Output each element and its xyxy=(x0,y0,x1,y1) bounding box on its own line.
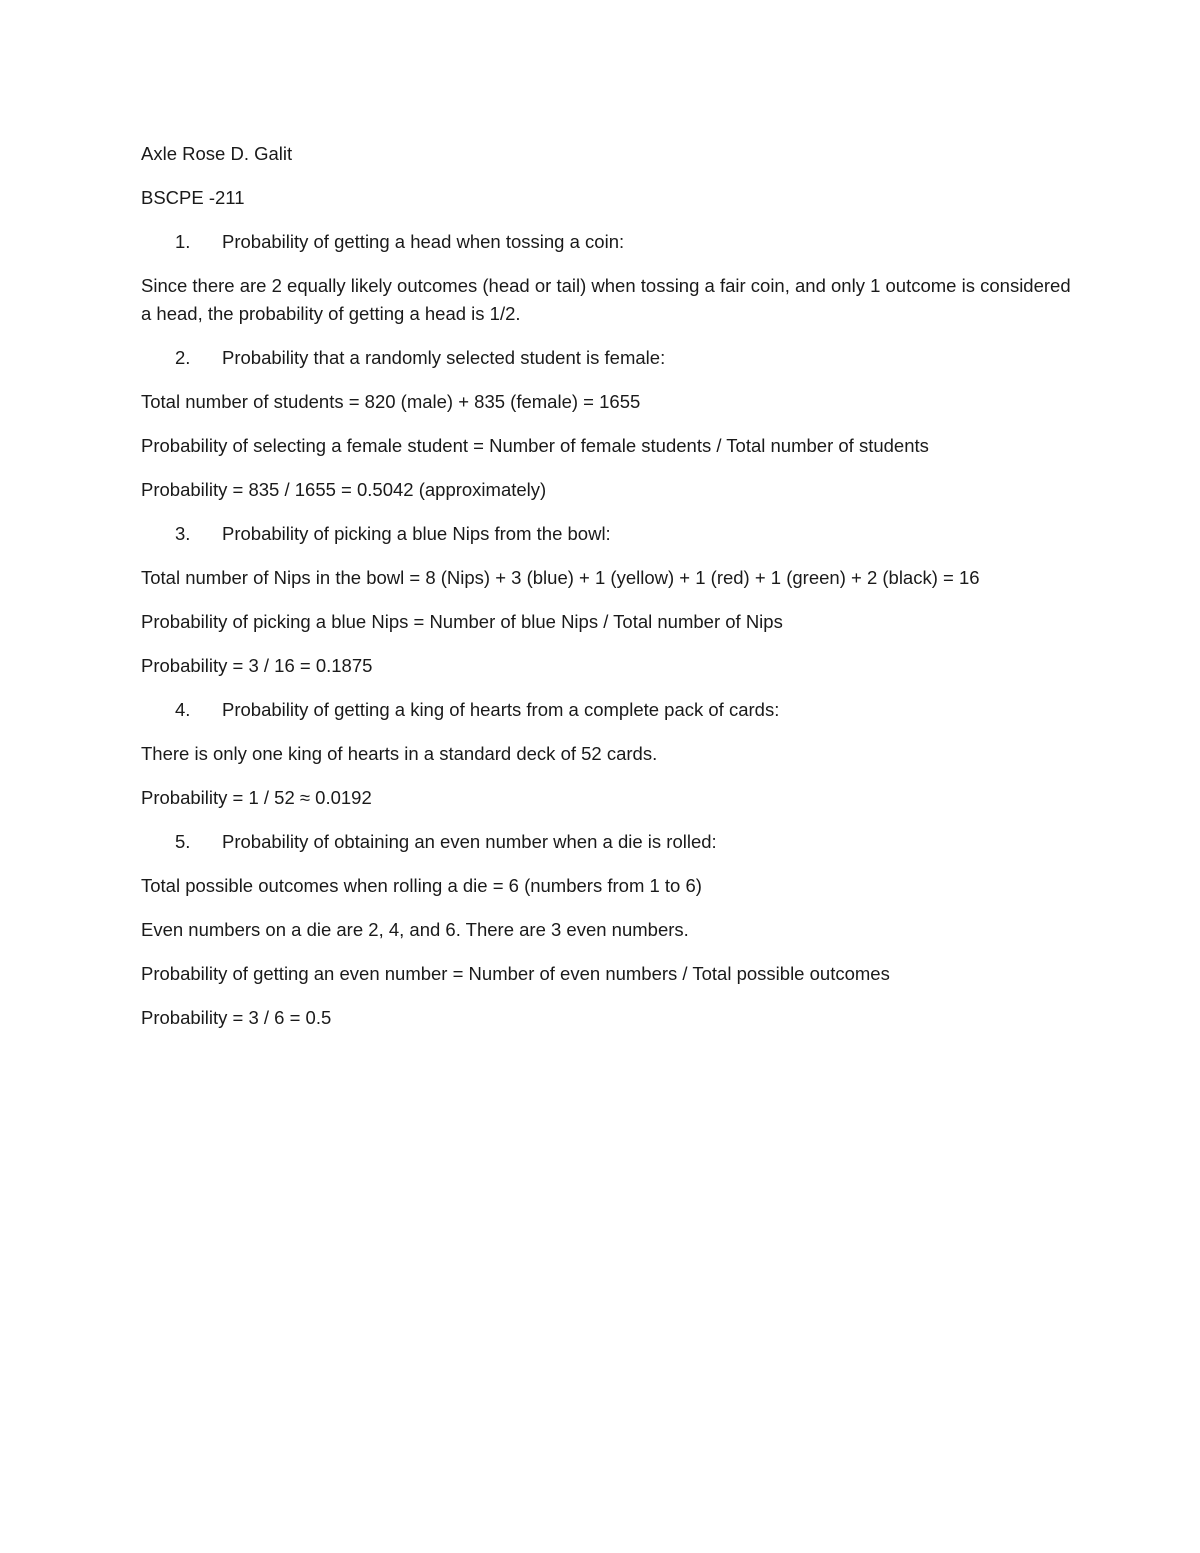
question-title: Probability of picking a blue Nips from the bowl: xyxy=(222,523,611,544)
question-number: 4. xyxy=(175,699,191,720)
answer-line: There is only one king of hearts in a standard deck of 52 cards. xyxy=(141,743,658,764)
question-title: Probability of getting a head when tossing a coin: xyxy=(222,231,625,252)
answer-line: Even numbers on a die are 2, 4, and 6. There are 3 even numbers. xyxy=(141,919,689,940)
question-title: Probability of obtaining an even number when a die is rolled: xyxy=(222,831,717,852)
question-heading xyxy=(141,828,1071,856)
question-number: 1. xyxy=(175,231,191,252)
answer-line: Total number of Nips in the bowl = 8 (Nips) + 3 (blue) + 1 (yellow) + 1 (red) + 1 (green) + 2 (black) = 16 xyxy=(141,567,980,588)
question-title: Probability of getting a king of hearts from a complete pack of cards: xyxy=(222,699,780,720)
answer-line: Total number of students = 820 (male) + 835 (female) = 1655 xyxy=(141,391,641,412)
document-body xyxy=(141,140,1071,1048)
answer-line: Probability of getting an even number = Number of even numbers / Total possible outcomes xyxy=(141,963,890,984)
answer-line: Probability = 1 / 52 ≈ 0.0192 xyxy=(141,787,372,808)
answer-line: Since there are 2 equally likely outcomes (head or tail) when tossing a fair coin, and only 1 outcome is considered a head, the probability of getting a head is 1/2. xyxy=(141,275,1071,324)
answer-line: Probability = 3 / 6 = 0.5 xyxy=(141,1007,332,1028)
question-heading xyxy=(141,228,1071,256)
answer-line: Probability = 3 / 16 = 0.1875 xyxy=(141,655,373,676)
question-number: 2. xyxy=(175,347,191,368)
question-number: 5. xyxy=(175,831,191,852)
question-heading xyxy=(141,520,1071,548)
course-section: BSCPE -211 xyxy=(141,187,245,208)
answer-line: Probability of picking a blue Nips = Number of blue Nips / Total number of Nips xyxy=(141,611,783,632)
answer-line: Probability = 835 / 1655 = 0.5042 (approximately) xyxy=(141,479,547,500)
answer-line: Probability of selecting a female student = Number of female students / Total number of students xyxy=(141,435,929,456)
question-title: Probability that a randomly selected student is female: xyxy=(222,347,666,368)
question-number: 3. xyxy=(175,523,191,544)
question-heading xyxy=(141,696,1071,724)
answer-line: Total possible outcomes when rolling a die = 6 (numbers from 1 to 6) xyxy=(141,875,702,896)
question-heading xyxy=(141,344,1071,372)
author-name: Axle Rose D. Galit xyxy=(141,143,293,164)
